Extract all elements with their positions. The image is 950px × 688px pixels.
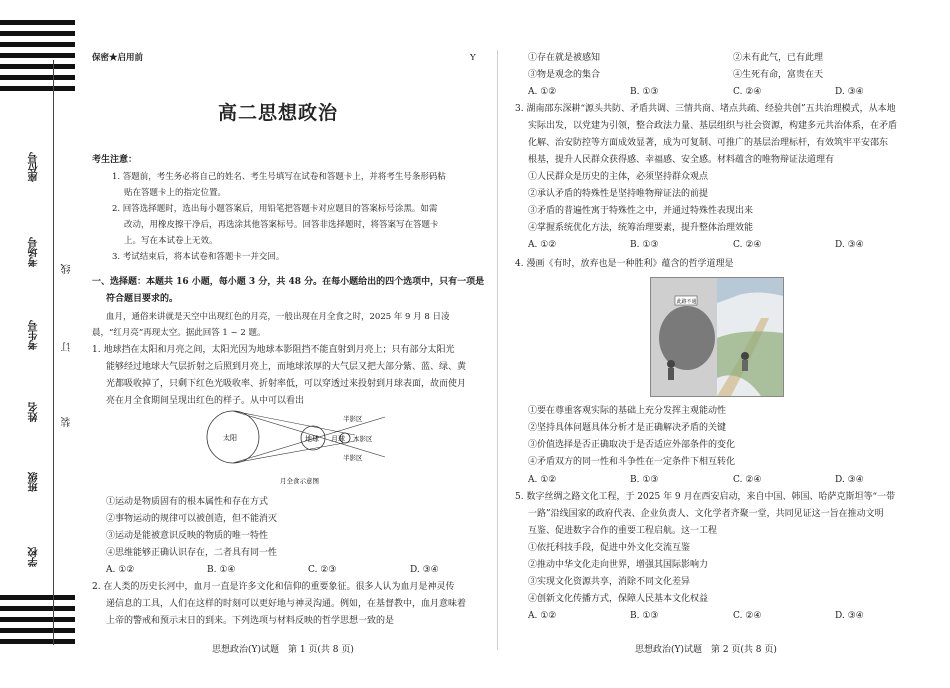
q2-option: ④生死有命，富贵在天 xyxy=(733,70,824,80)
q2-choice-a: A. ①② xyxy=(528,87,557,97)
q3-option: ①人民群众是历史的主体，必须坚持群众观点 xyxy=(528,172,709,182)
section-heading: 一、选择题：本题共 16 小题，每小题 3 分，共 48 分。在每小题给出的四个选项中，只有一项是 xyxy=(92,277,485,287)
q3-option: ④掌握系统优化方法，统筹治理要素，提升整体治理效能 xyxy=(528,223,754,233)
q3-choice-b: B. ①③ xyxy=(630,240,659,250)
page-divider xyxy=(497,50,498,650)
question-1-stem: 能够经过地球大气层折射之后照到月亮上，而地球浓厚的大气层又把大部分紫、蓝、绿、黄 xyxy=(106,362,467,372)
walker-figure xyxy=(741,352,749,360)
notice-line: 改动，用橡皮擦干净后，再选涂其他答案标号。回答非选择题时，将答案写在答题卡 xyxy=(124,220,439,230)
question-3-stem: 3. 湖南邵东深耕“源头共防、矛盾共调、三情共商、堵点共疏、经验共创”五共治理模式，从本地 xyxy=(515,104,896,114)
question-2-stem: 上帝的警戒和预示末日的到来。下列选项与材料反映的哲学思想一致的是 xyxy=(106,616,395,626)
q3-choice-d: D. ③④ xyxy=(835,240,864,250)
q3-option: ③矛盾的普遍性寓于特殊性之中，并通过特殊性表现出来 xyxy=(528,206,754,216)
q2-option: ②未有此气，已有此理 xyxy=(733,53,824,63)
q4-choice-c: C. ②④ xyxy=(733,475,762,485)
q5-option: ④创新文化传播方式，保障人民基本文化权益 xyxy=(528,594,709,604)
version-label: Y xyxy=(470,53,476,63)
q2-choice-b: B. ①③ xyxy=(630,87,659,97)
question-3-stem: 根基，提升人民群众获得感、幸福感、安全感。材料蕴含的唯物辩证法道理有 xyxy=(528,155,835,165)
question-1-stem: 1. 地球挡在太阳和月亮之间，太阳光因为地球本影阻挡不能直射到月亮上；只有部分太阳光 xyxy=(92,345,455,355)
q1-option: ①运动是物质固有的根本属性和存在方式 xyxy=(106,497,269,507)
moon-label: 月球 xyxy=(331,435,345,443)
cartoon-sign-text: 此路不通 xyxy=(676,299,697,305)
margin-label-school: 学校 xyxy=(29,547,40,567)
cartoon-image xyxy=(650,277,784,397)
notice-line: 1. 答题前，考生务必将自己的姓名、考生号填写在试卷和答题卡上，并将考生号条形码粘 xyxy=(112,172,446,182)
binding-mark-staple: 订 xyxy=(62,342,73,352)
q2-option: ①存在就是被感知 xyxy=(528,53,601,63)
page-1-footer: 思想政治(Y)试题 第 1 页(共 8 页) xyxy=(212,645,354,655)
binding-line xyxy=(53,60,54,645)
q3-choice-c: C. ②④ xyxy=(733,240,762,250)
q4-choice-a: A. ①② xyxy=(528,475,557,485)
earth-label: 地球 xyxy=(305,435,319,443)
question-3-stem: 实际出发，以党建为引领，整合政法力量、基层组织与社会资源，构建多元共治体系，在矛盾 xyxy=(528,121,898,131)
q1-choice-d: D. ③④ xyxy=(410,565,439,575)
penumbra-bottom-label: 半影区 xyxy=(343,454,363,462)
q5-choice-a: A. ①② xyxy=(528,611,557,621)
q5-option: ①依托科技手段，促进中外文化交流互鉴 xyxy=(528,543,691,553)
q2-choice-c: C. ②④ xyxy=(733,87,762,97)
binding-mark-line: 线 xyxy=(62,264,73,274)
q1-option: ③运动是能被意识反映的物质的唯一特性 xyxy=(106,531,269,541)
q4-option: ④矛盾双方的同一性和斗争性在一定条件下相互转化 xyxy=(528,457,736,467)
q5-choice-d: D. ③④ xyxy=(835,611,864,621)
q5-option: ②推动中华文化走向世界，增强其国际影响力 xyxy=(528,560,709,570)
q1-option: ②事物运动的规律可以被创造，但不能消灭 xyxy=(106,514,278,524)
question-2-stem: 2. 在人类的历史长河中，血月一直是许多文化和信仰的重要象征。很多人认为血月是神灵传 xyxy=(92,582,455,592)
q4-option: ①要在尊重客观实际的基础上充分发挥主观能动性 xyxy=(528,406,727,416)
q5-choice-c: C. ②④ xyxy=(733,611,762,621)
question-1-stem: 光都吸收掉了，只剩下红色光吸收率、折射率低，可以穿透过来投射到月球表面，故而使月 xyxy=(106,379,467,389)
question-5-stem: 5. 数字丝绸之路文化工程，于 2025 年 9 月在西安启动，来自中国、韩国、哈萨克斯坦等“一带 xyxy=(515,492,896,502)
question-1-stem: 亮在月全食期间呈现出红色的样子。从中可以看出 xyxy=(106,396,305,406)
umbra-label: 本影区 xyxy=(353,435,373,443)
q2-choice-d: D. ③④ xyxy=(835,87,864,97)
confidential-label: 保密★启用前 xyxy=(92,53,144,63)
q5-choice-b: B. ①③ xyxy=(630,611,659,621)
margin-label-seat: 座位号 xyxy=(29,152,40,182)
climber-figure xyxy=(667,360,675,368)
notice-line: 贴在答题卡上的指定位置。 xyxy=(124,188,227,198)
penumbra-top-label: 半影区 xyxy=(343,415,363,423)
margin-label-name: 姓名 xyxy=(29,402,40,422)
margin-label-id: 考生号 xyxy=(29,320,40,350)
q4-option: ②坚持具体问题具体分析才是正确解决矛盾的关键 xyxy=(528,423,727,433)
question-3-stem: 化解、治安防控等方面成效显著，成为可复制、可推广的基层治理标杆，有效筑牢平安邵东 xyxy=(528,138,889,148)
intro-text: 晨，“红月亮”再现太空。据此回答 1 ~ 2 题。 xyxy=(92,328,266,338)
margin-label-class: 班级 xyxy=(29,472,40,492)
boulder-shape xyxy=(659,306,715,370)
lunar-eclipse-diagram xyxy=(205,405,390,485)
q2-option: ③物是观念的集合 xyxy=(528,70,601,80)
page-title: 高二思想政治 xyxy=(218,102,339,124)
page-2-footer: 思想政治(Y)试题 第 2 页(共 8 页) xyxy=(635,645,777,655)
section-heading-cont: 符合题目要求的。 xyxy=(106,294,179,304)
q4-choice-b: B. ①③ xyxy=(630,475,659,485)
q1-choice-a: A. ①② xyxy=(106,565,135,575)
notice-line: 上。写在本试卷上无效。 xyxy=(124,236,218,246)
sun-label: 太阳 xyxy=(223,434,237,442)
notice-line: 3. 考试结束后，将本试卷和答题卡一并交回。 xyxy=(112,252,285,262)
question-5-stem: 一路”沿线国家的政府代表、企业负责人、文化学者齐聚一堂，共同见证这一旨在推动文明 xyxy=(528,509,884,519)
q4-option: ③价值选择是否正确取决于是否适应外部条件的变化 xyxy=(528,440,736,450)
q5-option: ③实现文化资源共享，消除不同文化差异 xyxy=(528,577,691,587)
question-5-stem: 互鉴、促进数字合作的重要工程启航。这一工程 xyxy=(528,526,718,536)
q1-choice-b: B. ①④ xyxy=(207,565,236,575)
diagram-caption: 月全食示意图 xyxy=(280,477,319,485)
q3-choice-a: A. ①② xyxy=(528,240,557,250)
q3-option: ②承认矛盾的特殊性是坚持唯物辩证法的前提 xyxy=(528,189,709,199)
notice-heading: 考生注意： xyxy=(92,155,138,165)
question-2-stem: 递信息的工具，人们在这样的时刻可以更好地与神灵沟通。例如，在基督教中，血月意味着 xyxy=(106,599,467,609)
q1-choice-c: C. ②③ xyxy=(308,565,337,575)
question-4-stem: 4. 漫画《有时，放弃也是一种胜利》蕴含的哲学道理是 xyxy=(515,259,734,269)
binding-mark-bind: 装 xyxy=(62,417,73,427)
intro-text: 血月，通俗来讲就是天空中出现红色的月亮，一般出现在月全食之时，2025 年 9 月 8 日凌 xyxy=(106,312,450,322)
q4-choice-d: D. ③④ xyxy=(835,475,864,485)
q1-option: ④思维能够正确认识存在，二者具有同一性 xyxy=(106,548,278,558)
notice-line: 2. 回答选择题时，选出每小题答案后，用铅笔把答题卡对应题目的答案标号涂黑。如需 xyxy=(112,204,438,214)
margin-label-room: 考场号 xyxy=(29,237,40,267)
